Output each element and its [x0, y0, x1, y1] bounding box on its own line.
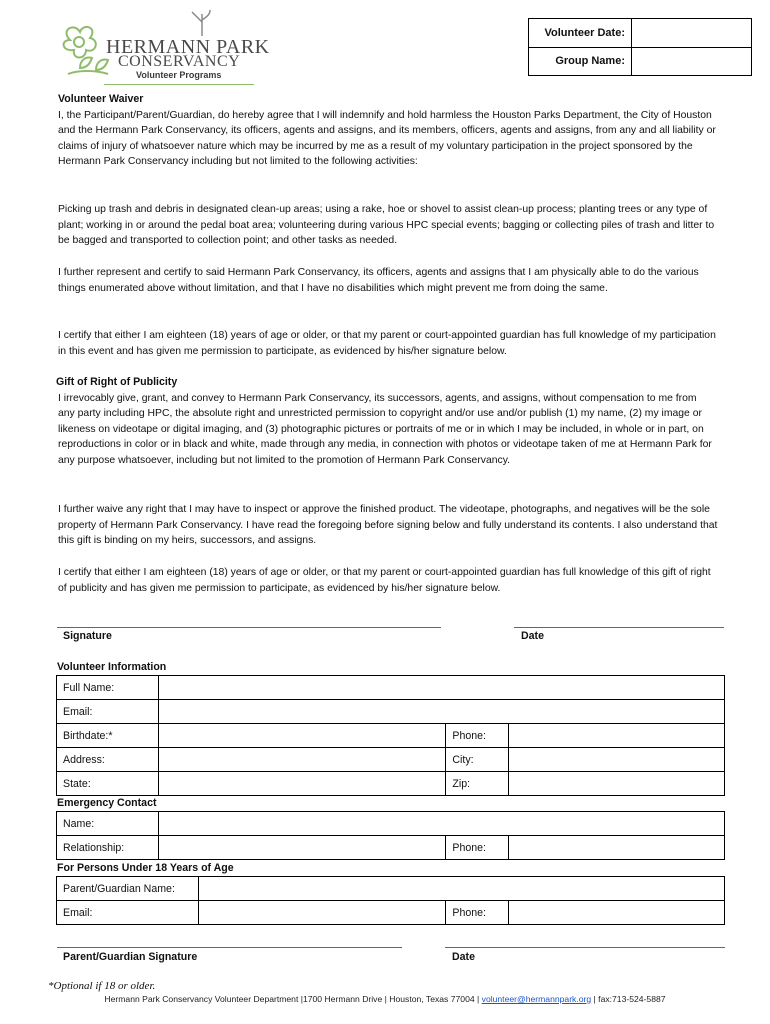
- logo-program-name: Volunteer Programs: [136, 70, 222, 80]
- footer-contact: [0, 994, 770, 1004]
- relationship-label: Relationship:: [57, 836, 159, 860]
- group-name-label: Group Name:: [529, 47, 632, 76]
- zip-label: Zip:: [446, 772, 509, 796]
- waiver-heading: Volunteer Waiver: [58, 93, 144, 105]
- guardian-phone-label: Phone:: [446, 901, 509, 925]
- group-name-field[interactable]: [632, 47, 752, 76]
- optional-note: *Optional if 18 or older.: [48, 980, 156, 992]
- volunteer-date-field[interactable]: [632, 19, 752, 48]
- publicity-age-certify: [58, 565, 718, 596]
- emergency-phone-label: Phone:: [446, 836, 509, 860]
- volunteer-info-title: Volunteer Information: [57, 661, 167, 673]
- publicity-paragraph: I irrevocably give, grant, and convey to Hermann Park Conservancy, its successors, agents, and assigns, without compensation to me from any party including HPC, the absolute right and unrestricted permission to copyright and/or use and/or publish (1) my name, (2) my image or likeness on videotape or digital imaging, and (3) photographic pictures or portraits of me or in which I may be included, in whole or in part, on reproductions in color or in black and white, made through any media, in connection with photos or videotape taken of me at Hermann Park for any purpose whatsoever, including but not limited to the promotion of Hermann Park Conservancy.: [58, 392, 712, 466]
- city-field[interactable]: [509, 748, 725, 772]
- footer-address: Hermann Park Conservancy Volunteer Department |1700 Hermann Drive | Houston, Texas 77004 |: [104, 994, 482, 1004]
- waiver-physical-certify: [58, 265, 718, 296]
- birthdate-field[interactable]: [158, 724, 445, 748]
- signature-label: Signature: [63, 630, 112, 642]
- guardian-name-field[interactable]: [198, 877, 724, 901]
- volunteer-info-table: [56, 675, 725, 796]
- guardian-date-line[interactable]: [445, 947, 725, 948]
- waiver-paragraph: I, the Participant/Parent/Guardian, do hereby agree that I will indemnify and hold harmless the Houston Parks Department, the City of Houston and the Hermann Park Conservancy, its officers, agents and assigns, and its members, officers, agents and assigns, from any and all liability or claims of injury of whatsoever nature which may be incurred by me as a result of my voluntary participation in the project sponsored by the Hermann Park Conservancy including but not limited to the following activities:: [58, 109, 716, 168]
- guardian-signature-line[interactable]: [57, 947, 402, 948]
- volunteer-email-link[interactable]: volunteer@hermannpark.org: [481, 994, 592, 1004]
- waiver-activities: [58, 202, 718, 249]
- emergency-name-field[interactable]: [158, 812, 724, 836]
- address-field[interactable]: [158, 748, 445, 772]
- publicity-heading: Gift of Right of Publicity: [56, 376, 178, 388]
- zip-field[interactable]: [509, 772, 725, 796]
- waiver-age-certify: [58, 328, 718, 359]
- date-line[interactable]: [514, 627, 724, 628]
- publicity-section: [56, 375, 716, 469]
- emergency-contact-table: [56, 811, 725, 860]
- email-label: Email:: [57, 700, 159, 724]
- waiver-paragraph: I further represent and certify to said Hermann Park Conservancy, its officers, agents and assigns that I am physically able to do the various things enumerated above without limitation, and that I have no disabilities which might prevent me from doing the same.: [58, 267, 699, 294]
- phone-label: Phone:: [446, 724, 509, 748]
- volunteer-date-label: Volunteer Date:: [529, 19, 632, 48]
- minors-table: [56, 876, 725, 925]
- guardian-date-label: Date: [452, 951, 475, 963]
- date-label: Date: [521, 630, 544, 642]
- relationship-field[interactable]: [158, 836, 445, 860]
- publicity-paragraph: I certify that either I am eighteen (18) years of age or older, or that my parent or court-appointed guardian has full knowledge of this gift of right of publicity and has given me permission to participate, as evidenced by his/her signature below.: [58, 567, 711, 594]
- volunteer-date-group-box: [528, 18, 752, 76]
- address-label: Address:: [57, 748, 159, 772]
- logo-subtitle: CONSERVANCY: [118, 53, 241, 70]
- guardian-email-label: Email:: [57, 901, 199, 925]
- footer-fax: | fax:713-524-5887: [591, 994, 666, 1004]
- full-name-label: Full Name:: [57, 676, 159, 700]
- publicity-paragraph: I further waive any right that I may have to inspect or approve the finished product. The videotape, photographs, and negatives will be the sole property of Hermann Park Conservancy. I have read the foregoing before signing below and fully understand its contents. I also understand that this gift is binding on my heirs, successors, and assigns.: [58, 504, 718, 547]
- city-label: City:: [446, 748, 509, 772]
- waiver-paragraph: I certify that either I am eighteen (18) years of age or older, or that my parent or court-appointed guardian has full knowledge of my participation in this event and has given me permission to participate, as evidenced by his/her signature below.: [58, 330, 716, 357]
- minors-title: For Persons Under 18 Years of Age: [57, 862, 234, 874]
- guardian-name-label: Parent/Guardian Name:: [57, 877, 199, 901]
- emergency-contact-title: Emergency Contact: [57, 797, 157, 809]
- guardian-email-field[interactable]: [198, 901, 446, 925]
- emergency-name-label: Name:: [57, 812, 159, 836]
- emergency-phone-field[interactable]: [509, 836, 725, 860]
- waiver-paragraph: Picking up trash and debris in designated clean-up areas; using a rake, hoe or shovel to assist clean-up process; planting trees or any type of plant; working in or around the pedal boat area; volunteering during various HPC special events; bagging or collecting piles of trash and litter to be bagged and transported to collection point; and other tasks as needed.: [58, 204, 715, 247]
- state-label: State:: [57, 772, 159, 796]
- phone-field[interactable]: [509, 724, 725, 748]
- volunteer-waiver-section: [58, 92, 718, 170]
- guardian-phone-field[interactable]: [509, 901, 725, 925]
- state-field[interactable]: [158, 772, 445, 796]
- publicity-waive: [58, 502, 718, 549]
- logo-title: HERMANN PARK: [106, 36, 270, 58]
- full-name-field[interactable]: [158, 676, 724, 700]
- signature-line[interactable]: [57, 627, 441, 628]
- birthdate-label: Birthdate:*: [57, 724, 159, 748]
- email-field[interactable]: [158, 700, 724, 724]
- guardian-signature-label: Parent/Guardian Signature: [63, 951, 198, 963]
